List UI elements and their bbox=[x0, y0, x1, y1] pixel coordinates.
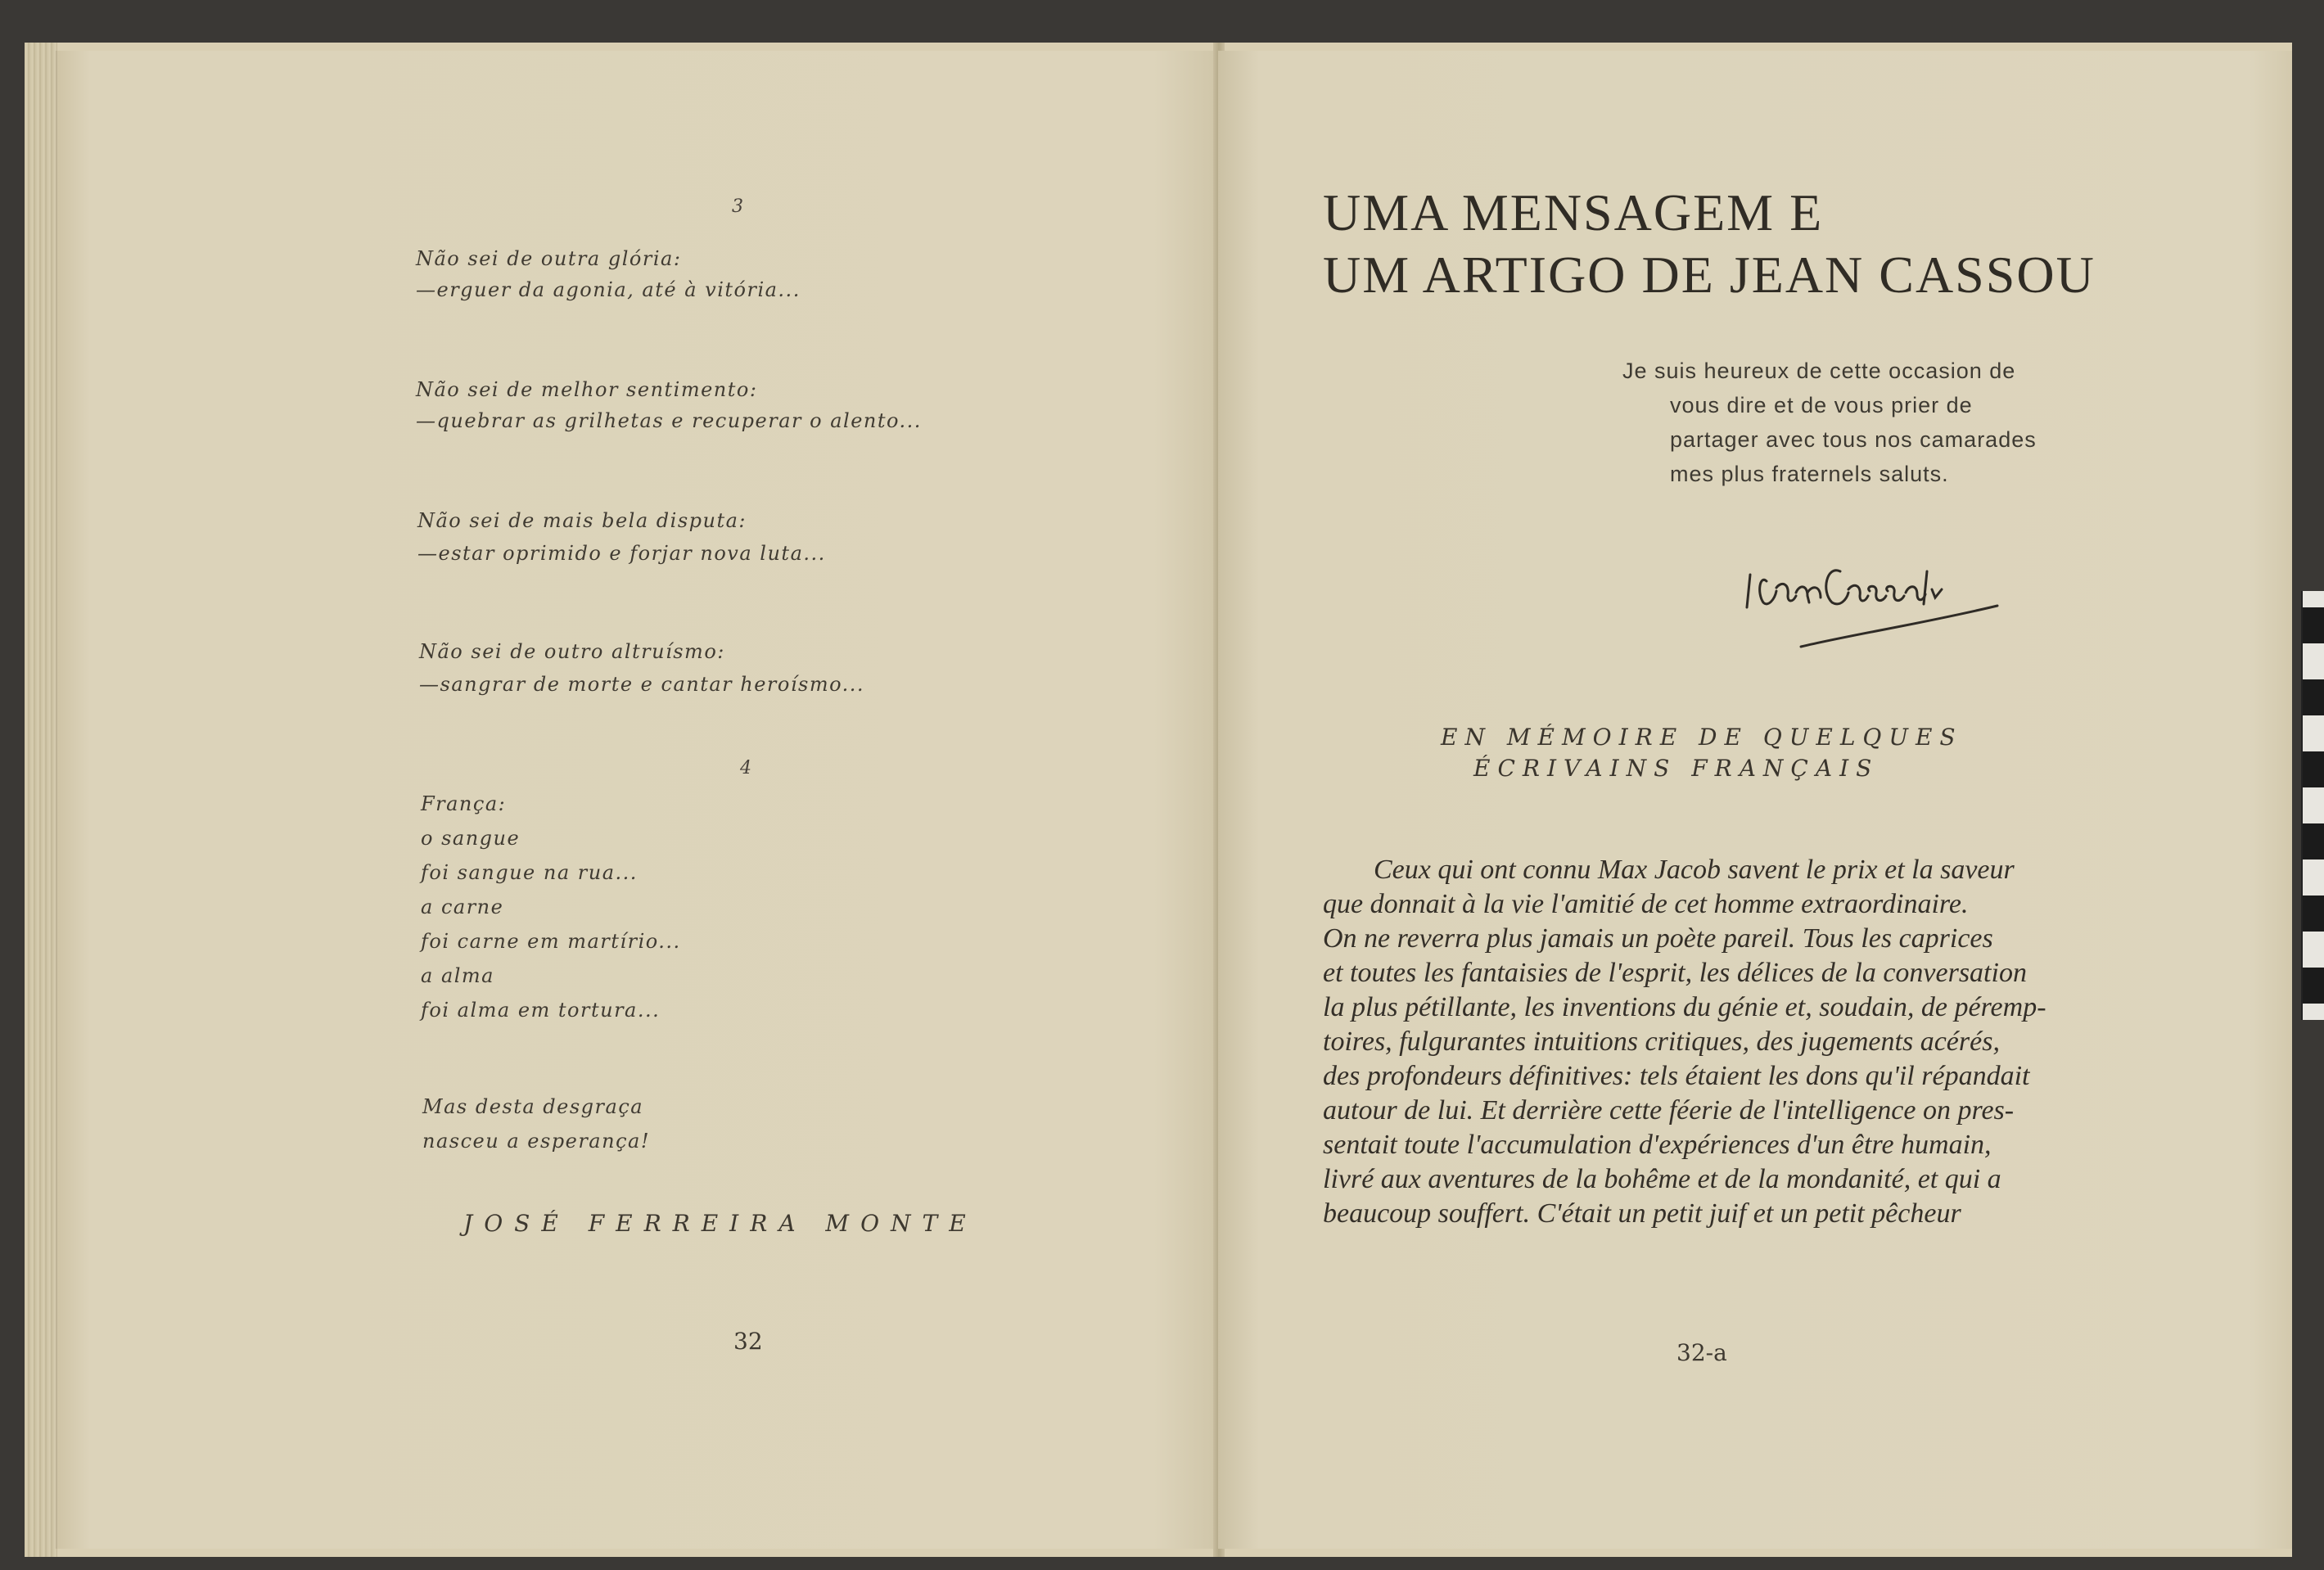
closing-line-2: nasceu a esperança! bbox=[422, 1130, 650, 1153]
article-line: toires, fulgurantes intuitions critiques, des jugements acérés, bbox=[1323, 1026, 2000, 1057]
article-line: sentait toute l'accumulation d'expériences d'un être humain, bbox=[1323, 1130, 1992, 1160]
section-4-line: França: bbox=[421, 792, 507, 815]
article-line: livré aux aventures de la bohême et de la mondanité, et qui a bbox=[1323, 1164, 2001, 1194]
article-line: des profondeurs définitives: tels étaient les dons qu'il répandait bbox=[1323, 1061, 2030, 1091]
handwritten-signature bbox=[1742, 517, 2020, 656]
page-stack-edge bbox=[25, 43, 57, 1557]
stanza-1-line-1: Não sei de outra glória: bbox=[416, 247, 682, 270]
article-line: beaucoup souffert. C'était un petit juif et un petit pêcheur bbox=[1323, 1198, 1961, 1229]
stanza-2-line-1: Não sei de melhor sentimento: bbox=[416, 378, 758, 401]
stanza-4-line-2: —sangrar de morte e cantar heroísmo... bbox=[419, 673, 865, 696]
message-line-4: mes plus fraternels saluts. bbox=[1670, 462, 1949, 486]
section-4-line: a carne bbox=[421, 896, 504, 918]
message-line-2: vous dire et de vous prier de bbox=[1670, 393, 1973, 417]
message-line-3: partager avec tous nos camarades bbox=[1670, 427, 2037, 452]
article-line: que donnait à la vie l'amitié de cet homme extraordinaire. bbox=[1323, 889, 1969, 919]
subheading-line-2: ÉCRIVAINS FRANÇAIS bbox=[1473, 755, 1880, 782]
section-3-number: 3 bbox=[732, 196, 743, 217]
section-4-line: foi carne em martírio... bbox=[421, 930, 681, 953]
page-number-left: 32 bbox=[733, 1328, 763, 1355]
section-4-line: foi alma em tortura... bbox=[421, 999, 661, 1022]
left-page bbox=[56, 51, 1218, 1549]
section-4-line: foi sangue na rua... bbox=[421, 861, 638, 884]
subheading-line-1: EN MÉMOIRE DE QUELQUES bbox=[1441, 724, 1963, 751]
poem-author: JOSÉ FERREIRA MONTE bbox=[463, 1210, 977, 1237]
article-line: Ceux qui ont connu Max Jacob savent le prix et la saveur bbox=[1374, 855, 2015, 885]
article-title-line-2: UM ARTIGO DE JEAN CASSOU bbox=[1323, 246, 2096, 304]
open-book bbox=[25, 43, 2292, 1557]
article-line: On ne reverra plus jamais un poète pareil. Tous les caprices bbox=[1323, 923, 1993, 954]
section-4-line: a alma bbox=[421, 964, 494, 987]
article-title-line-1: UMA MENSAGEM E bbox=[1323, 183, 1824, 241]
stanza-4-line-1: Não sei de outro altruísmo: bbox=[419, 640, 725, 663]
article-line: autour de lui. Et derrière cette féerie de l'intelligence on pres- bbox=[1323, 1095, 2015, 1126]
page-number-right: 32-a bbox=[1676, 1339, 1727, 1366]
stanza-1-line-2: —erguer da agonia, até à vitória... bbox=[416, 278, 801, 301]
article-line: la plus pétillante, les inventions du génie et, soudain, de péremp- bbox=[1323, 992, 2046, 1022]
stanza-3-line-2: —estar oprimido e forjar nova luta... bbox=[417, 542, 826, 565]
right-page bbox=[1218, 51, 2292, 1549]
color-scale-bar bbox=[2301, 591, 2324, 1020]
section-4-number: 4 bbox=[740, 758, 751, 778]
section-4-line: o sangue bbox=[421, 827, 521, 850]
message-line-1: Je suis heureux de cette occasion de bbox=[1622, 359, 2016, 383]
article-line: et toutes les fantaisies de l'esprit, les délices de la conversation bbox=[1323, 958, 2027, 988]
stanza-3-line-1: Não sei de mais bela disputa: bbox=[417, 509, 747, 532]
closing-line-1: Mas desta desgraça bbox=[422, 1095, 644, 1118]
stanza-2-line-2: —quebrar as grilhetas e recuperar o alento... bbox=[416, 409, 922, 432]
